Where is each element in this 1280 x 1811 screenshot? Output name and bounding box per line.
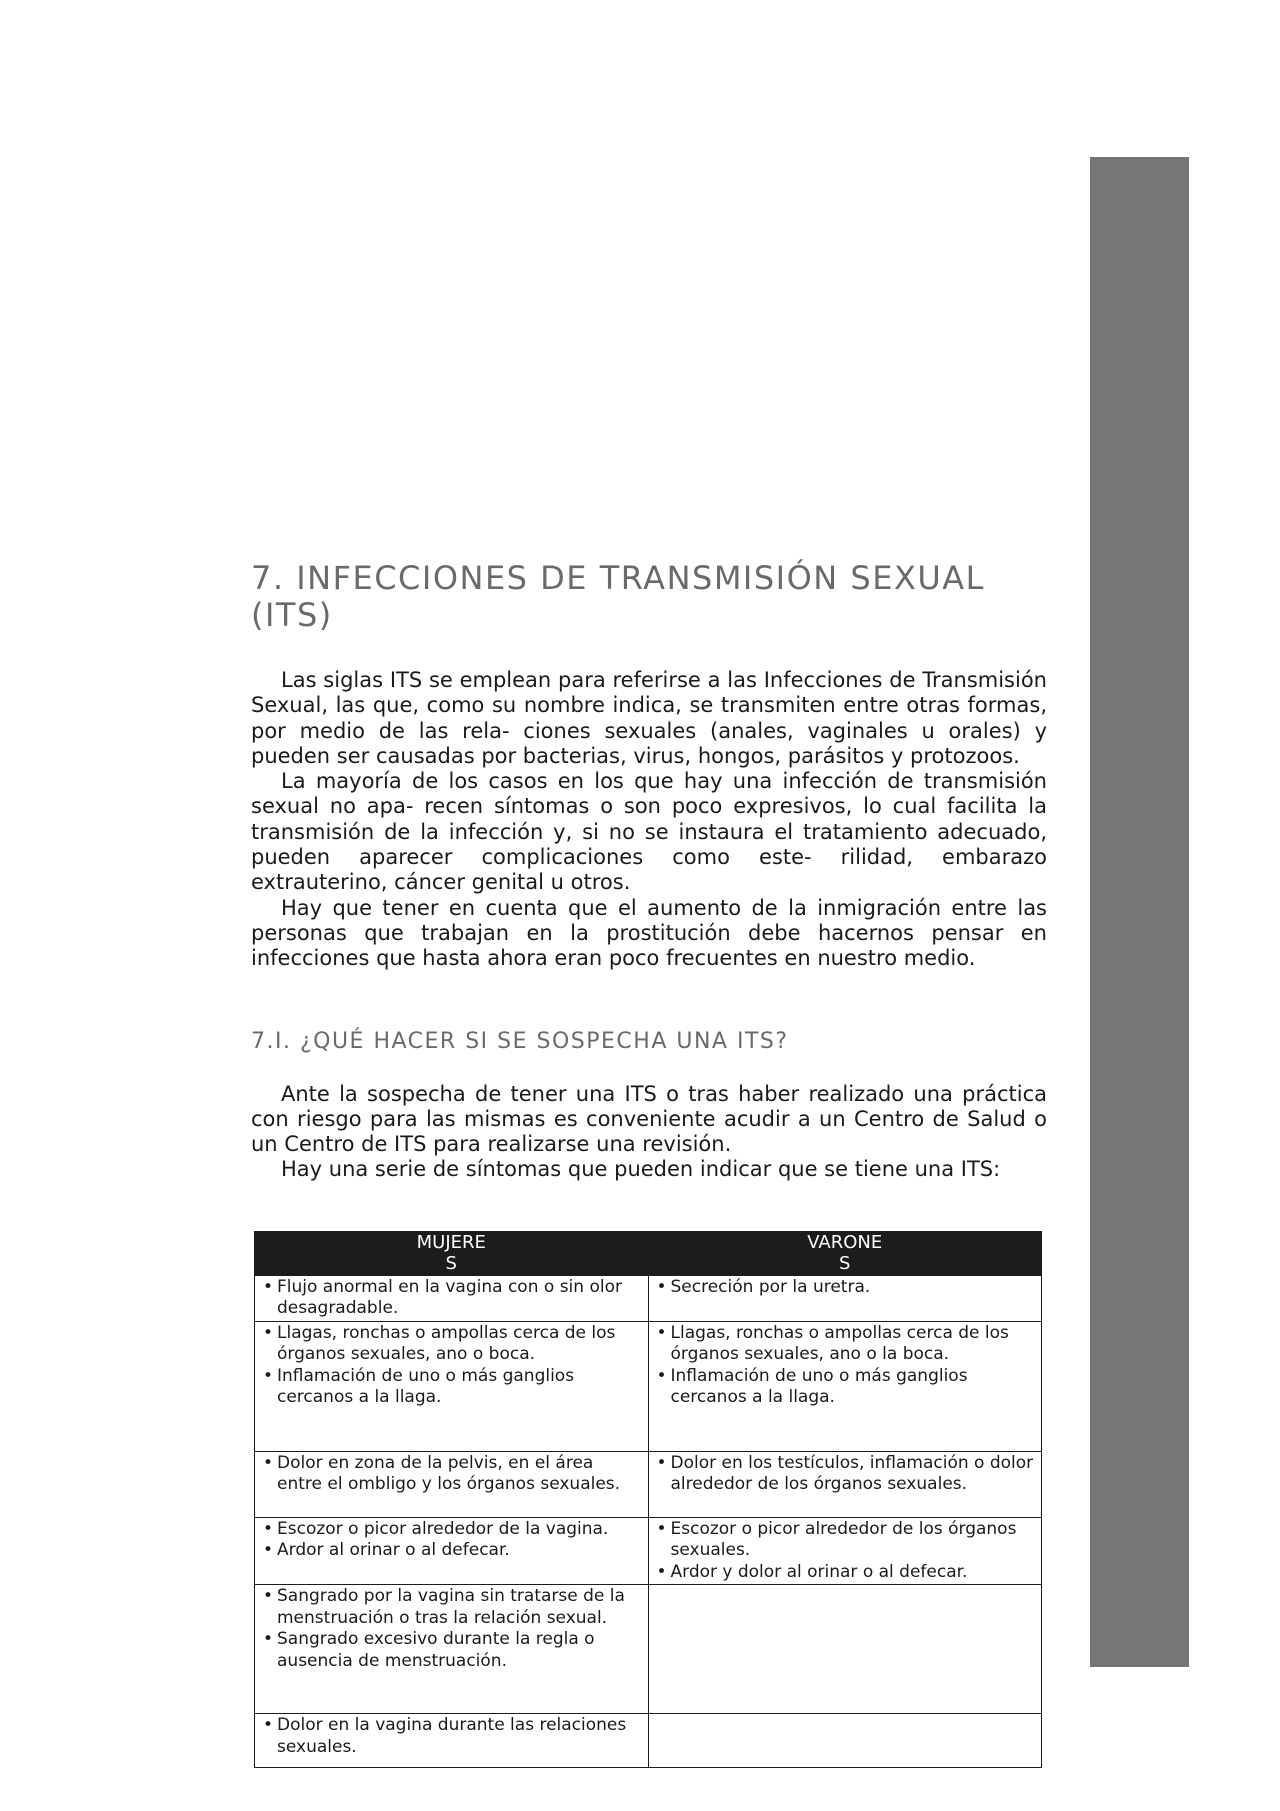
section-paragraph: Ante la sospecha de tener una ITS o tras haber realizado una práctica con riesgo para las mismas es conveniente acudir a un Centro de Salud o un Centro de ITS para realizarse una revisión. [251,1081,1047,1157]
symptom-item: • Dolor en la vagina durante las relaciones sexuales. [277,1715,644,1758]
symptom-item: • Ardor y dolor al orinar o al defecar. [671,1562,1038,1584]
symptom-item: • Flujo anormal en la vagina con o sin olor desagradable. [277,1277,644,1320]
table-row [255,1321,1042,1451]
section-title: 7.I. ¿QUÉ HACER SI SE SOSPECHA UNA ITS? [251,1028,789,1054]
page-content [251,560,1047,1768]
intro-paragraph: La mayoría de los casos en los que hay una infección de transmisión sexual no apa- recen síntomas o son poco expresivos, lo cual facilita la transmisión de la infección y, si no se instaura el tratamiento adecuado, pueden aparecer complicaciones como este- rilidad, embarazo extrauterino, cáncer genital u otros. [251,769,1047,895]
cell-varones-empty [648,1585,1042,1714]
cell-varones [648,1517,1042,1585]
symptom-item: • Sangrado por la vagina sin tratarse de la menstruación o tras la relación sexual. [277,1586,644,1629]
chapter-title: 7. INFECCIONES DE TRANSMISIÓN SEXUAL (ITS) [251,559,985,634]
cell-mujeres [255,1321,649,1451]
intro-paragraph: Las siglas ITS se emplean para referirse a las Infecciones de Transmisión Sexual, las que, como su nombre indica, se transmiten entre otras formas, por medio de las rela- ciones sexuales (anales, vaginales u orales) y pueden ser causadas por bacterias, virus, hongos, parásitos y protozoos. [251,668,1047,768]
symptom-item: • Llagas, ronchas o ampollas cerca de los órganos sexuales, ano o boca. [277,1323,644,1366]
intro-paragraph: Hay que tener en cuenta que el aumento de la inmigración entre las personas que trabajan en la prostitución debe hacernos pensar en infecciones que hasta ahora eran poco frecuentes en nuestro medio. [251,895,1047,971]
cell-mujeres [255,1714,649,1768]
table-header-row [255,1231,1042,1275]
symptom-item: • Escozor o picor alrededor de la vagina. [277,1519,644,1541]
symptom-item: • Escozor o picor alrededor de los órganos sexuales. [671,1519,1038,1562]
table-row [255,1585,1042,1714]
cell-varones [648,1451,1042,1517]
table-row [255,1451,1042,1517]
symptom-item: • Secreción por la uretra. [671,1277,1038,1299]
symptom-item: • Inflamación de uno o más ganglios cercanos a la llaga. [671,1366,1038,1409]
cell-varones [648,1275,1042,1321]
symptom-item: • Dolor en zona de la pelvis, en el área entre el ombligo y los órganos sexuales. [277,1453,644,1496]
side-bar [1090,157,1189,1667]
header-mujeres: MUJERES [255,1231,649,1275]
symptom-item: • Inflamación de uno o más ganglios cercanos a la llaga. [277,1366,644,1409]
symptoms-table-wrapper [254,1231,1042,1769]
symptom-item: • Ardor al orinar o al defecar. [277,1540,644,1562]
symptom-item: • Sangrado excesivo durante la regla o ausencia de menstruación. [277,1629,644,1672]
header-varones: VARONES [648,1231,1042,1275]
section-paragraph: Hay una serie de síntomas que pueden indicar que se tiene una ITS: [281,1157,1001,1182]
cell-mujeres [255,1275,649,1321]
symptom-item: • Dolor en los testículos, inflamación o dolor alrededor de los órganos sexuales. [671,1453,1038,1496]
symptoms-table [254,1231,1042,1769]
cell-varones-empty [648,1714,1042,1768]
table-row [255,1714,1042,1768]
cell-mujeres [255,1585,649,1714]
symptom-item: • Llagas, ronchas o ampollas cerca de los órganos sexuales, ano o la boca. [671,1323,1038,1366]
cell-mujeres [255,1451,649,1517]
cell-mujeres [255,1517,649,1585]
table-row [255,1275,1042,1321]
cell-varones [648,1321,1042,1451]
table-row [255,1517,1042,1585]
